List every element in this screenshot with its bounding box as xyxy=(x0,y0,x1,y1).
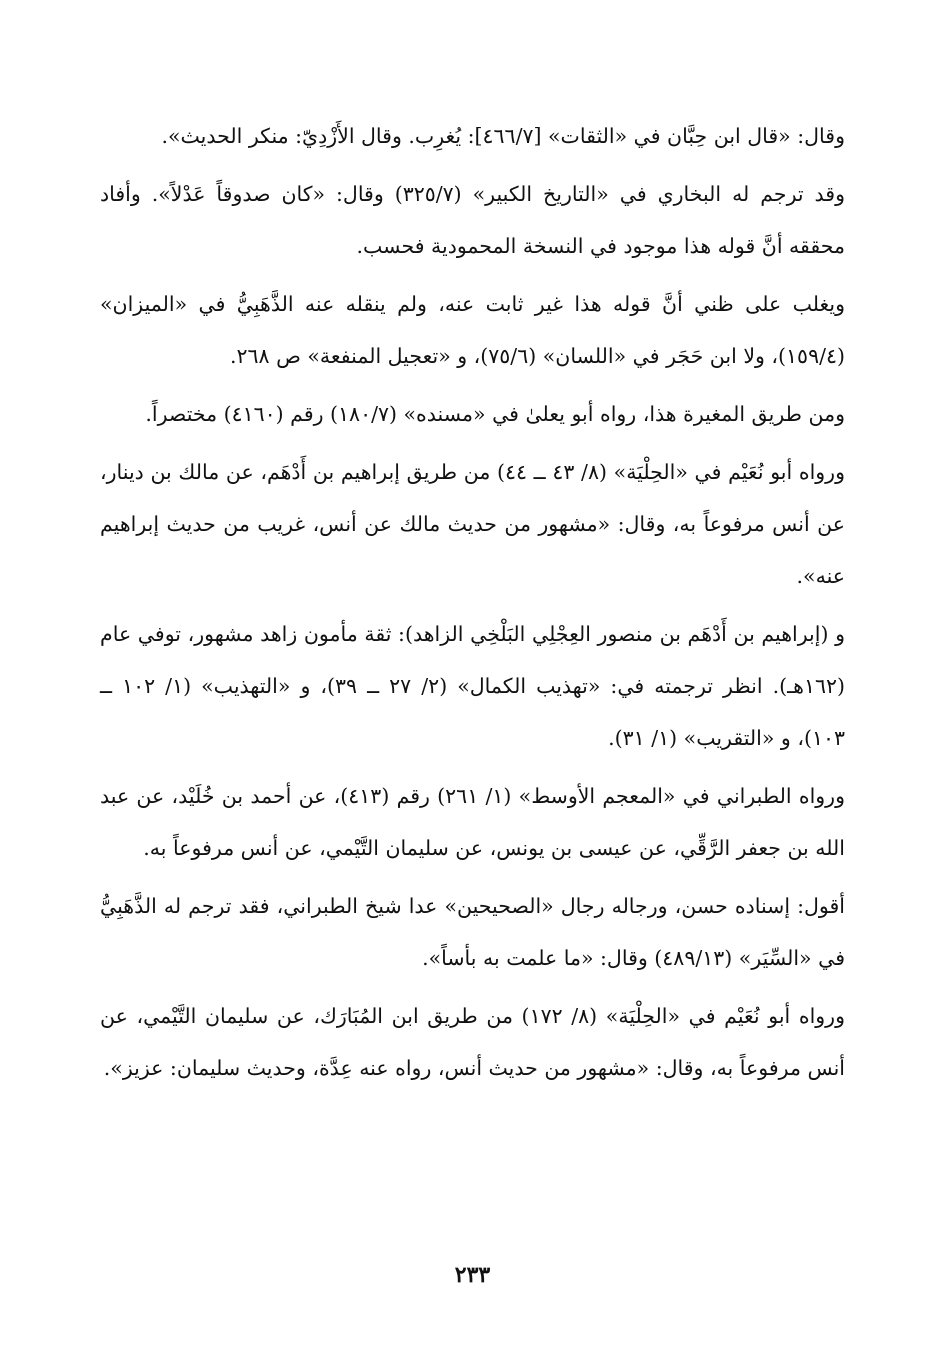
paragraph-3: ويغلب على ظني أنَّ قوله هذا غير ثابت عنه، ولم ينقله عنه الذَّهَبِيُّ في «الميزان» (١٥٩/٤)، ولا ابن حَجَر في «اللسان» (٧٥/٦)، و «تعجيل المنفعة» ص ٢٦٨. xyxy=(100,292,845,368)
paragraph-5: ورواه أبو نُعَيْم في «الحِلْيَة» (٨/ ٤٣ ــ ٤٤) من طريق إبراهيم بن أَدْهَم، عن مالك بن دينار، عن أنس مرفوعاً به، وقال: «مشهور من حديث مالك عن أنس، غريب من حديث إبراهيم عنه». xyxy=(100,460,845,588)
paragraph-2: وقد ترجم له البخاري في «التاريخ الكبير» (٣٢٥/٧) وقال: «كان صدوقاً عَدْلاً». وأفاد محققه أنَّ قوله هذا موجود في النسخة المحمودية فحسب. xyxy=(100,182,845,258)
paragraph-8: أقول: إسناده حسن، ورجاله رجال «الصحيحين» عدا شيخ الطبراني، فقد ترجم له الذَّهَبِيُّ في «السِّيَر» (٤٨٩/١٣) وقال: «ما علمت به بأساً». xyxy=(100,894,845,970)
page-number: ٢٣٣ xyxy=(454,1262,491,1288)
paragraph-6: و (إبراهيم بن أَدْهَم بن منصور العِجْلِي البَلْخِي الزاهد): ثقة مأمون زاهد مشهور، توفي عام (١٦٢هـ). انظر ترجمته في: «تهذيب الكمال» (٢/ ٢٧ ــ ٣٩)، و «التهذيب» (١/ ١٠٢ ــ ١٠٣)، و «التقريب» (١/ ٣١). xyxy=(100,622,845,750)
paragraph-1: وقال: «قال ابن حِبَّان في «الثقات» [٤٦٦/٧]: يُغرِب. وقال الأَزْدِيّ: منكر الحديث». xyxy=(161,124,845,148)
paragraph-9: ورواه أبو نُعَيْم في «الحِلْيَة» (٨/ ١٧٢) من طريق ابن المُبَارَك، عن سليمان التَّيْمي، عن أنس مرفوعاً به، وقال: «مشهور من حديث أنس، رواه عنه عِدَّة، وحديث سليمان: عزيز». xyxy=(100,1004,845,1080)
page-body xyxy=(100,110,845,1100)
paragraph-4: ومن طريق المغيرة هذا، رواه أبو يعلىٰ في «مسنده» (١٨٠/٧) رقم (٤١٦٠) مختصراً. xyxy=(145,402,845,426)
paragraph-7: ورواه الطبراني في «المعجم الأوسط» (١/ ٢٦١) رقم (٤١٣)، عن أحمد بن خُلَيْد، عن عبد الله بن جعفر الرَّقِّي، عن عيسى بن يونس، عن سليمان التَّيْمي، عن أنس مرفوعاً به. xyxy=(100,784,845,860)
